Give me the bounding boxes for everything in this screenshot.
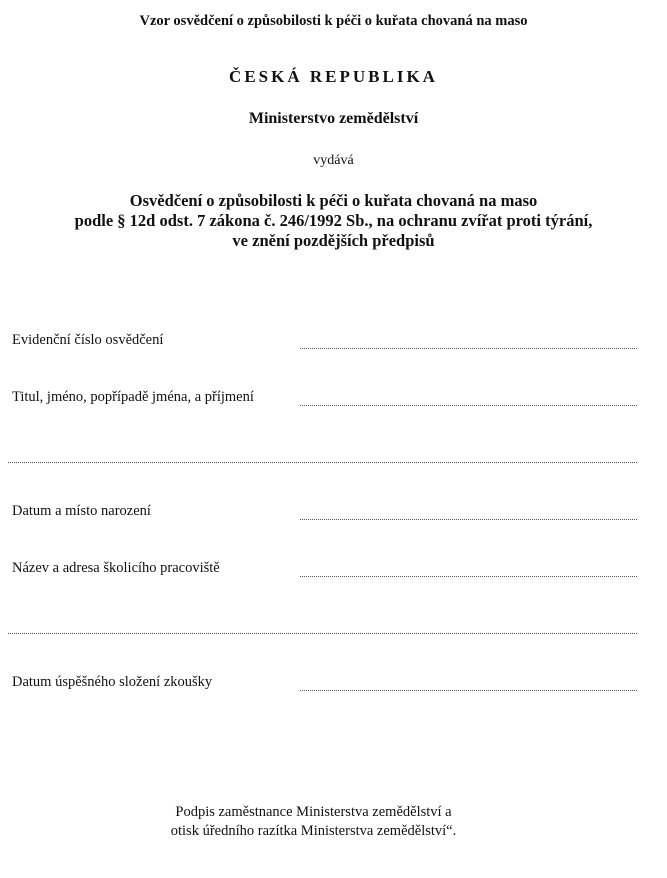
name-field-continuation[interactable]	[8, 462, 637, 463]
document-header-title: Vzor osvědčení o způsobilosti k péči o kuřata chovaná na maso	[139, 13, 528, 29]
certificate-title-line-2: podle § 12d odst. 7 zákona č. 246/1992 Sb., na ochranu zvířat proti týrání,	[74, 211, 593, 230]
training-site-label: Název a adresa školicího pracoviště	[12, 560, 220, 576]
registration-number-field[interactable]	[300, 348, 637, 349]
issues-text: vydává	[313, 153, 354, 168]
certificate-title-line-3: ve znění pozdějších předpisů	[232, 231, 435, 250]
name-field[interactable]	[300, 405, 637, 406]
training-site-field[interactable]	[300, 576, 637, 577]
signature-note	[0, 803, 627, 841]
exam-date-label: Datum úspěšného složení zkoušky	[12, 674, 213, 690]
birth-field[interactable]	[300, 519, 637, 520]
name-label: Titul, jméno, popřípadě jména, a příjmení	[12, 389, 254, 405]
signature-line-1: Podpis zaměstnance Ministerstva zemědělství a	[175, 804, 452, 820]
country-name: ČESKÁ REPUBLIKA	[229, 67, 438, 86]
certificate-title	[0, 191, 667, 251]
certificate-title-line-1: Osvědčení o způsobilosti k péči o kuřata chovaná na maso	[129, 191, 538, 210]
signature-line-2: otisk úředního razítka Ministerstva zemědělství“.	[170, 823, 457, 839]
exam-date-field[interactable]	[300, 690, 637, 691]
training-site-field-continuation[interactable]	[8, 633, 637, 634]
registration-number-label: Evidenční číslo osvědčení	[12, 332, 164, 348]
birth-label: Datum a místo narození	[12, 503, 151, 519]
ministry-name: Ministerstvo zemědělství	[248, 110, 419, 127]
